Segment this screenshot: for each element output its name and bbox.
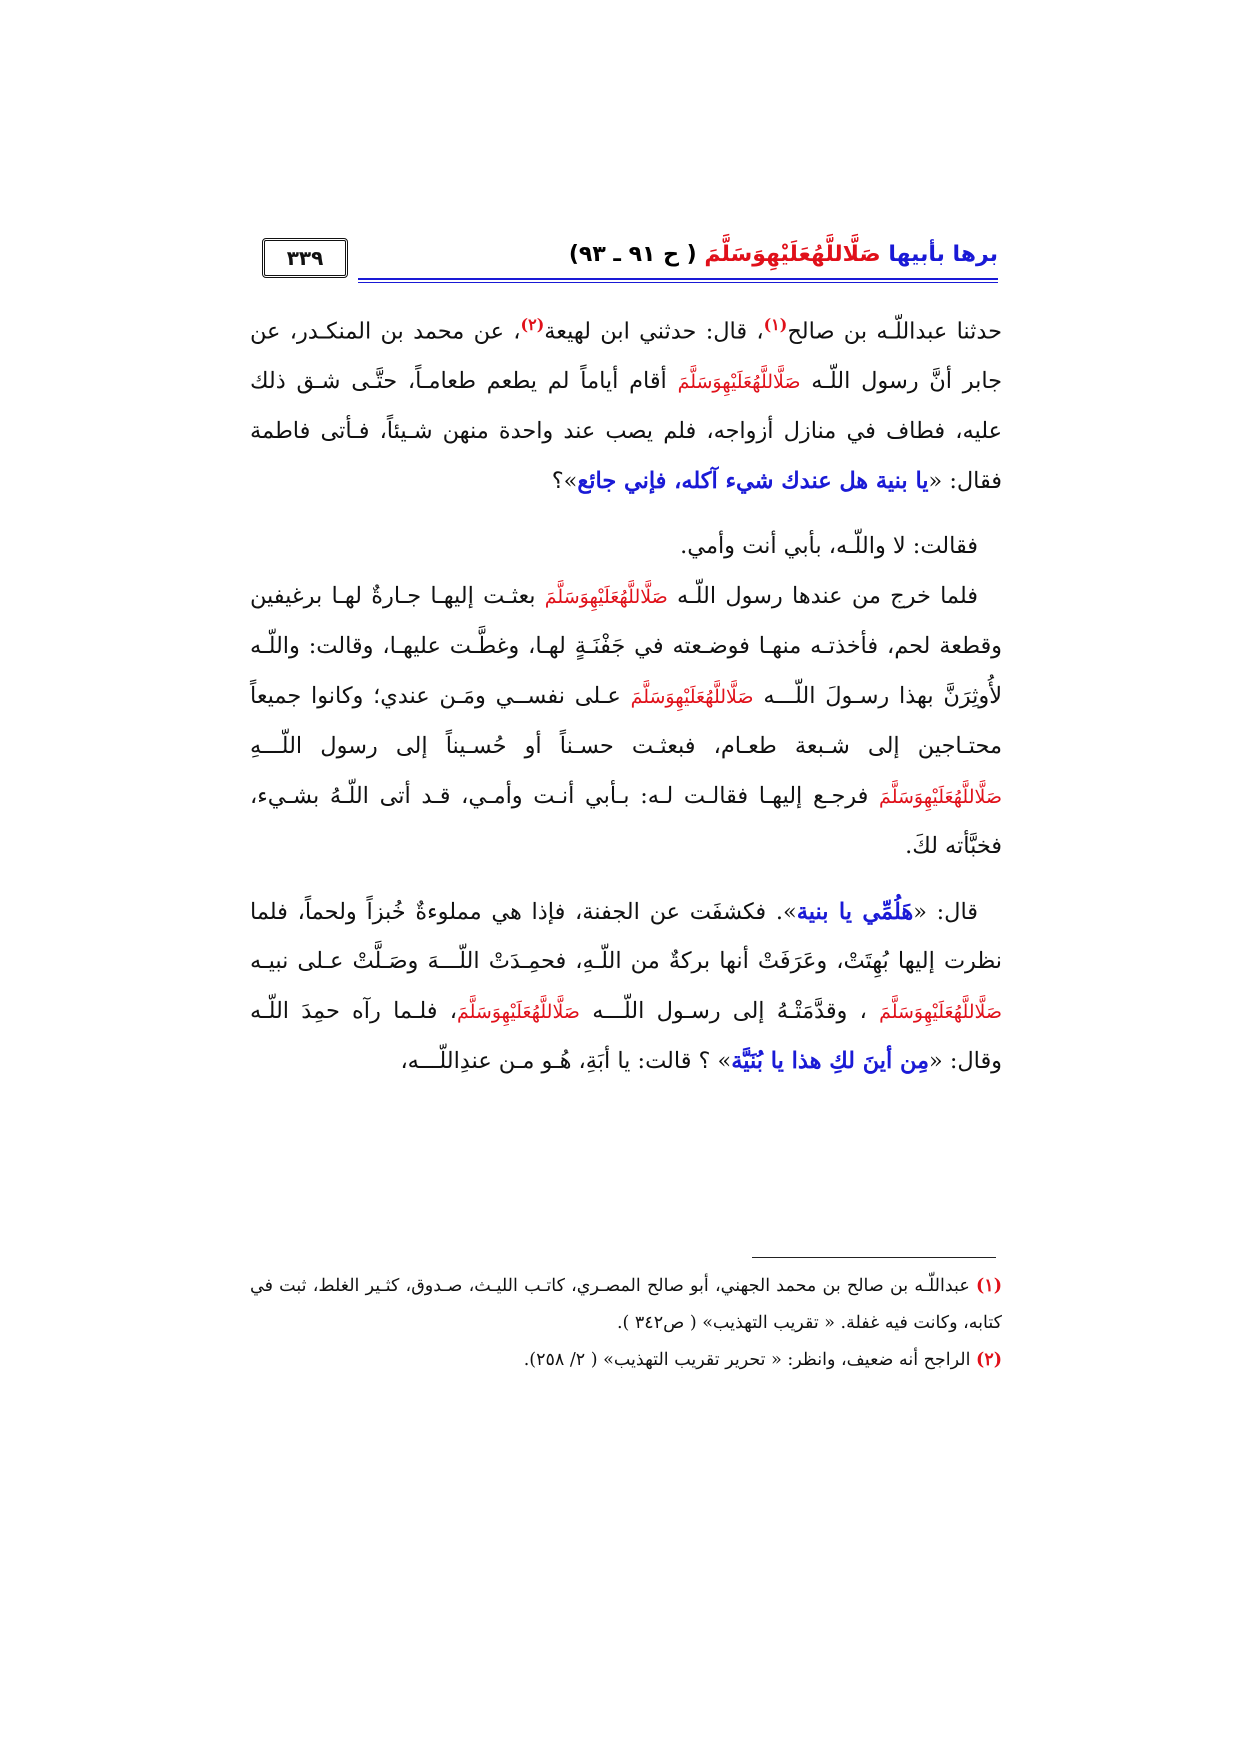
header-salutation: صَلَّاللَّهُعَلَيْهِوَسَلَّمَ <box>704 242 881 267</box>
text-run: ». فكشفَت عن الجفنة، فإذا هي مملوءةٌ خُبزاً ولحماً، فلما نظرت إليها بُهِتَتْ، وعَرَفَتْ أنها بركةٌ من اللّـهِ، فحمِـدَتْ اللّـــهَ وصَـلَّتْ عـلى نبيـه <box>250 898 1002 975</box>
text-run: »؟ <box>551 467 578 494</box>
footnote-1 <box>250 1268 1002 1342</box>
text-run: عـلى نفســي ومَـن عندي؛ وكانوا جميعاً محتـاجين إلى شـبعة طعـام، فبعثـت حسـناً أو حُسـيناً إلى رسول اللّـــهِ <box>250 682 1002 760</box>
running-header <box>262 238 998 286</box>
footnote-ref-2[interactable]: (٢) <box>520 315 545 334</box>
paragraph-4 <box>250 888 1002 1087</box>
hadith-quote: يا بنية هل عندك شيء آكله، فإني جائع <box>577 467 929 494</box>
hadith-quote: مِن أينَ لكِ هذا يا بُنَيَّة <box>731 1048 930 1075</box>
text-run: ، فلـما رآه حمِدَ اللّـه وقال: « <box>250 997 1002 1075</box>
footnote-text: عبداللّـه بن صالح بن محمد الجهني، أبو صالح المصـري، كاتـب الليـث، صـدوق، كثـير <box>365 1276 970 1296</box>
page-number-box <box>262 238 348 278</box>
text-run: » ؟ قالت: يا أبَةِ، هُـو مـن عندِاللّـــه، <box>400 1048 732 1075</box>
footnote-text-cont: الغلط، ثبت في كتابه، وكانت فيه غفلة. « تقريب التهذيب» ( ص٣٤٢ ). <box>250 1276 1002 1333</box>
text-run: ، وقدَّمَتْـهُ إلى رسـول اللّـــه <box>592 997 867 1024</box>
page-number: ٣٣٩ <box>286 246 324 270</box>
salutation: صَلَّاللَّهُعَلَيْهِوَسَلَّمَ <box>677 370 801 393</box>
footnote-number: (٢) <box>976 1350 1002 1370</box>
text-run: فلما خرج من عندها رسول اللّـه <box>677 582 978 609</box>
main-text <box>250 300 1002 1087</box>
text-run: قال: « <box>913 898 978 925</box>
salutation: صَلَّاللَّهُعَلَيْهِوَسَلَّمَ <box>879 785 1002 808</box>
text-run: بعثـت إليهـا جـارةٌ لهـا برغيفين وقطعة لحم، فأخذتـه منهـا فوضـعته في جَفْنَـةٍ لهـا، وغطَّـت عليهـا، وقالت: واللّـه لأُوثِرَنَّ بهذا رسـولَ اللّـــه <box>250 582 1002 709</box>
footnote-separator <box>752 1257 996 1258</box>
hadith-quote: هَلُمِّي يا بنية <box>796 898 914 925</box>
header-hadith-range: ( ح ٩١ ـ ٩٣) <box>568 242 697 267</box>
paragraph-3 <box>250 572 1002 872</box>
footnotes <box>250 1268 1002 1379</box>
text-run: ، عن محمد بن المنكـدر، عن جابر أنَّ رسول اللّـه <box>250 318 1002 394</box>
text-run: ، قال: حدثني ابن لهيعة <box>544 318 764 345</box>
text-run: حدثنا عبداللّـه بن صالح <box>787 318 1002 345</box>
salutation: صَلَّاللَّهُعَلَيْهِوَسَلَّمَ <box>630 685 754 708</box>
header-title <box>569 242 998 267</box>
paragraph-2: فقالت: لا واللّـه، بأبي أنت وأمي. <box>680 533 978 560</box>
text-run: فرجـع إليهـا فقالـت لـه: بـأبي أنـت وأمـي، قـد أتى اللّـهُ بشـيء، فخبَّأته لكَ. <box>250 782 1002 860</box>
footnote-text: الراجح أنه ضعيف، وانظر: « تحرير تقريب التهذيب» ( ٢/ ٢٥٨). <box>523 1350 971 1370</box>
paragraph-1 <box>250 300 1002 506</box>
footnote-ref-1[interactable]: (١) <box>763 315 788 334</box>
salutation: صَلَّاللَّهُعَلَيْهِوَسَلَّمَ <box>879 1000 1002 1023</box>
header-rule <box>358 278 998 283</box>
salutation: صَلَّاللَّهُعَلَيْهِوَسَلَّمَ <box>544 585 668 608</box>
footnote-number: (١) <box>976 1276 1002 1296</box>
text-run: أقام أياماً لم يطعم طعامـاً، حتَّـى شـق ذلك عليه، فطاف في منازل أزواجه، فلم يصب عند واحدة منهن شـيئاً، فـأتى فاطمة فقال: « <box>250 367 1002 494</box>
footnote-2 <box>250 1342 1002 1379</box>
header-chapter-title: برها بأبيها <box>888 242 998 267</box>
salutation: صَلَّاللَّهُعَلَيْهِوَسَلَّمَ <box>457 1000 580 1023</box>
